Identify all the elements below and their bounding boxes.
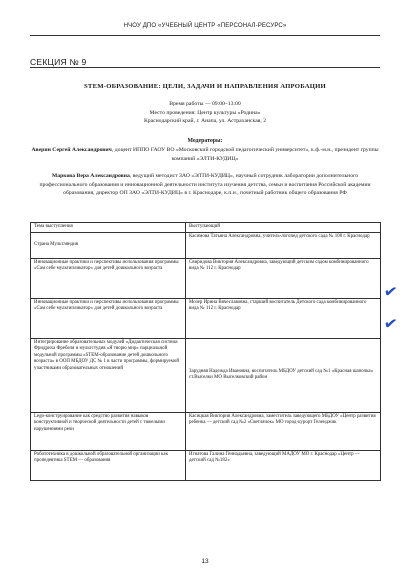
row-speaker: Мозер Ирина Вячеславовна, старший воспитатель Детского сада комбинированного вида № 112 г. Краснодар <box>186 298 381 338</box>
row-speaker: Касицкая Виктория Александровна, заместитель заведующего МБДОУ «Центр развития ребенка — детский сад №2 «Светлячок» МО город-курорт Геленджик <box>186 412 381 450</box>
session-info <box>30 100 380 126</box>
moderator-2 <box>30 172 380 198</box>
moderators-heading: Модераторы: <box>187 138 223 144</box>
section-rule <box>30 67 380 68</box>
checkmark-icon: ✔ <box>382 313 399 334</box>
table-row <box>31 412 381 450</box>
section-label: СЕКЦИЯ № 9 <box>30 57 87 67</box>
row-topic: Инновационные практики и перспективы использования программы «Сам себе мультипликатор» для детей дошкольного возраста <box>31 258 186 298</box>
page-number: 13 <box>201 558 209 565</box>
table-row <box>31 450 381 480</box>
table-header-row <box>31 223 381 233</box>
moderator-2-description: , ведущий методист ЗАО «ЭЛТИ-КУДИЦ», научный сотрудник лаборатории дополнительного профессионального образования и инновационной деятельности института изучения детства, семьи и воспитания Российской академии образования, директор ОП ЗАО «ЭЛТИ-КУДИЦ» в г. Краснодаре, к.п.н., почетный работник общего образования РФ <box>39 173 371 196</box>
row-speaker: Свиридова Виктория Александровна, заведующий детским садом комбинированного вида № 112 г. Краснодар <box>186 258 381 298</box>
program-table <box>30 222 381 481</box>
row-topic: Интегрирование образовательных модулей «Дидактическая система Фридриха Фребеля и мультстудия «Я творю мир» парциальной модульной программы «STEM-образование детей дошкольного возраста» в ООП МБДОУ ДС № 1 в части программы, формируемой участниками образовательных отношений <box>31 338 186 412</box>
session-venue: Место проведения: Центр культуры «Родина» <box>149 109 261 116</box>
table-row <box>31 338 381 412</box>
checkmark-icon: ✔ <box>382 281 399 302</box>
moderator-2-name: Маркова Вера Александровна <box>51 173 130 179</box>
header-speaker: Выступающий <box>186 223 381 233</box>
moderator-1-name: Аверин Сергей Александрович <box>31 147 112 153</box>
section-title: STEM-ОБРАЗОВАНИЕ: ЦЕЛИ, ЗАДАЧИ И НАПРАВЛЕНИЯ АПРОБАЦИИ <box>84 83 326 90</box>
table-row <box>31 232 381 258</box>
moderator-1-description: , доцент ИППО ГАОУ ВО «Московский городской педагогический университет», к.ф.-м.н., президент группы компаний «ЭЛТИ-КУДИЦ» <box>111 147 379 162</box>
moderator-1 <box>30 146 380 163</box>
row-topic: Страна Мультляндия <box>31 232 186 258</box>
header-topic: Тема выступления <box>31 223 186 233</box>
row-speaker: Игнатова Галина Геннадьевна, заведующий МАДОУ МО г. Краснодар «Центр — детский сад №182» <box>186 450 381 480</box>
header-rule <box>30 35 380 36</box>
row-speaker: Зарудняя Надежда Ивановна, воспитатель МБДОУ детский сад №1 «Красная шапочка» ст.Выселки МО Выселковский район <box>186 338 381 412</box>
session-time: Время работы — 09:00–13:00 <box>169 101 241 107</box>
row-topic: Инновационные практики и перспективы использования программы «Сам себе мультипликатор» для детей дошкольного возраста <box>31 298 186 338</box>
page-header: НЧОУ ДПО «УЧЕБНЫЙ ЦЕНТР «ПЕРСОНАЛ-РЕСУРС» <box>123 22 287 29</box>
table-row <box>31 298 381 338</box>
table-row <box>31 258 381 298</box>
session-address: Краснодарский край, г. Анапа, ул. Астраханская, 2 <box>143 118 267 124</box>
row-speaker: Касимова Татьяна Александровна, учитель-логопед детского сада № 108 г. Краснодар <box>186 232 381 258</box>
row-topic: Lego-конструирование как средство развития навыков конструктивной и творческой деятельности детей с тяжелыми нарушениями речи <box>31 412 186 450</box>
row-topic: Робототехника в дошкольной образовательной организации как пропедевтика STEM — образования <box>31 450 186 480</box>
